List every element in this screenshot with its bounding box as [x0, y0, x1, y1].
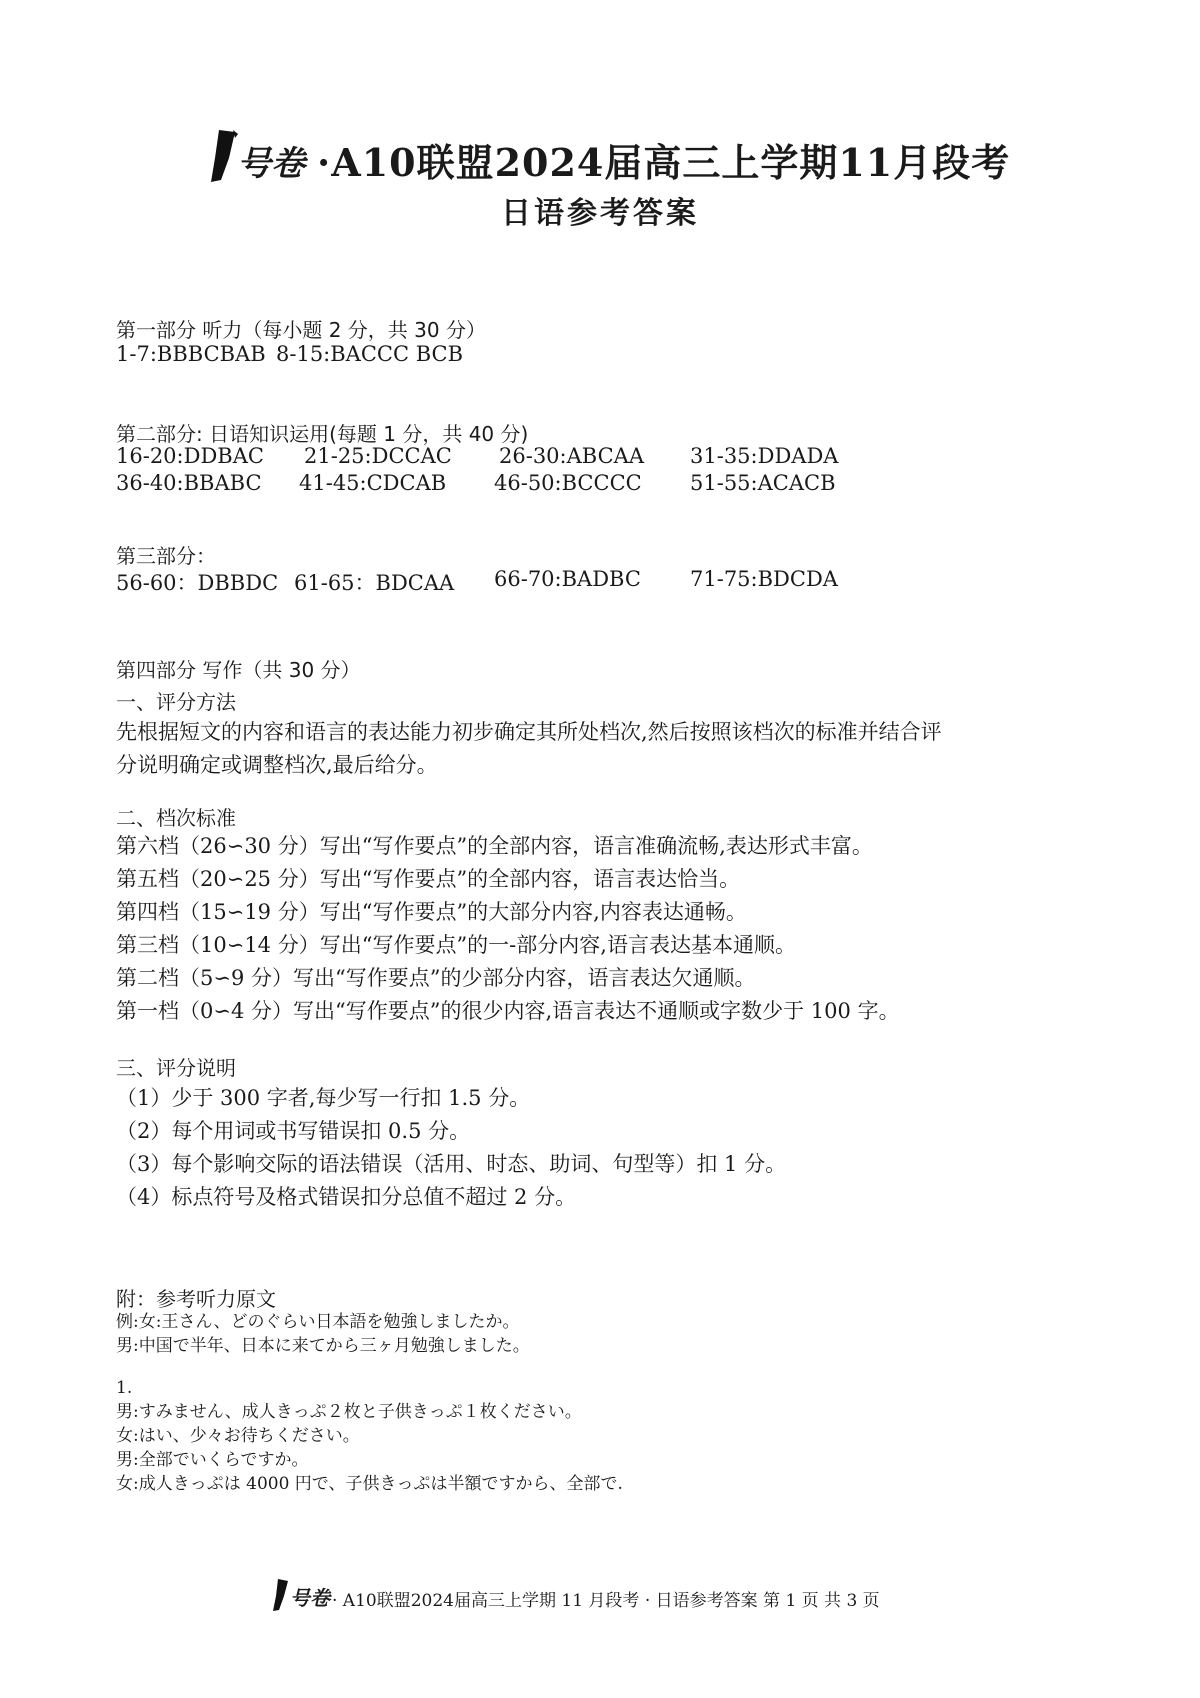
method-heading: 一、评分方法 [116, 690, 236, 714]
part2-answers-row1 [116, 444, 1016, 472]
method-text [116, 716, 942, 782]
answer-group: 26-30:ABCAA [499, 444, 645, 468]
dialogue-line: 女:はい、少々お待ちください。 [116, 1426, 360, 1446]
part1-heading: 第一部分 听力（每小题 2 分，共 30 分） [116, 318, 486, 342]
grade-item: 第五档（20∽25 分）写出“写作要点”的全部内容，语言表达恰当。 [116, 867, 741, 891]
part3-heading: 第三部分： [116, 544, 216, 568]
notes-list [116, 1082, 786, 1214]
page-subtitle: 日语参考答案 [501, 196, 699, 231]
answer-group: 41-45:CDCAB [299, 471, 447, 495]
method-line: 分说明确定或调整档次,最后给分。 [116, 753, 438, 777]
grade-item: 第六档（26∽30 分）写出“写作要点”的全部内容，语言准确流畅,表达形式丰富。 [116, 834, 873, 858]
page-footer [270, 1578, 970, 1618]
dialogue-line: 男:すみません、成人きっぷ２枚と子供きっぷ１枚ください。 [116, 1402, 582, 1422]
method-line: 先根据短文的内容和语言的表达能力初步确定其所处档次,然后按照该档次的标准并结合评 [116, 720, 942, 744]
answer-group: 8-15:BACCC BCB [276, 342, 464, 366]
dialogue-line: 女:成人きっぷは 4000 円で、子供きっぷは半額ですから、全部で. [116, 1474, 623, 1494]
answer-group: 21-25:DCCAC [304, 444, 452, 468]
notes-heading: 三、评分说明 [116, 1056, 236, 1080]
answer-group: 46-50:BCCCC [494, 471, 642, 495]
grade-item: 第二档（5∽9 分）写出“写作要点”的少部分内容，语言表达欠通顺。 [116, 966, 756, 990]
footer-text: · A10联盟2024届高三上学期 11 月段考 · 日语参考答案 第 1 页 共 3 页 [332, 1591, 880, 1611]
answer-group: 71-75:BDCDA [690, 567, 838, 591]
part2-answers-row2 [116, 471, 1016, 499]
grade-item: 第三档（10∽14 分）写出“写作要点”的一-部分内容,语言表达基本通顺。 [116, 933, 796, 957]
answer-group: 1-7:BBBCBAB [116, 342, 266, 366]
grade-item: 第一档（0∽4 分）写出“写作要点”的很少内容,语言表达不通顺或字数少于 100 字。 [116, 999, 900, 1023]
answer-group: 51-55:ACACB [690, 471, 836, 495]
brush-logo-icon [205, 128, 239, 188]
answer-group: 16-20:DDBAC [116, 444, 264, 468]
part1-answers [116, 342, 1016, 370]
answer-group: 36-40:BBABC [116, 471, 262, 495]
document-title [205, 128, 1011, 188]
part3-answers [116, 567, 1016, 595]
note-item: （2）每个用词或书写错误扣 0.5 分。 [116, 1119, 471, 1143]
appendix-example [116, 1310, 530, 1358]
answer-group: 31-35:DDADA [690, 444, 839, 468]
answer-group: 66-70:BADBC [494, 567, 641, 591]
answer-group: 61-65：BDCAA [294, 571, 455, 595]
logo-text: 号卷 [237, 144, 305, 184]
grade-item: 第四档（15∽19 分）写出“写作要点”的大部分内容,内容表达通畅。 [116, 900, 747, 924]
footer-logo-text: 号卷 [290, 1586, 330, 1610]
brush-logo-icon [270, 1578, 290, 1616]
q1-number: 1. [116, 1378, 133, 1398]
part4-heading: 第四部分 写作（共 30 分） [116, 658, 361, 682]
page-title: ·A10联盟2024届高三上学期11月段考 [317, 140, 1011, 185]
grade-heading: 二、档次标准 [116, 806, 236, 830]
q1-dialogue [116, 1400, 623, 1496]
part2-heading: 第二部分: 日语知识运用(每题 1 分，共 40 分) [116, 422, 529, 446]
note-item: （1）少于 300 字者,每少写一行扣 1.5 分。 [116, 1086, 531, 1110]
dialogue-line: 例:女:王さん、どのぐらい日本語を勉強しましたか。 [116, 1312, 520, 1332]
dialogue-line: 男:全部でいくらですか。 [116, 1450, 309, 1470]
dialogue-line: 男:中国で半年、日本に来てから三ヶ月勉強しました。 [116, 1336, 530, 1356]
answer-group: 56-60：DBBDC [116, 571, 279, 595]
grade-list [116, 830, 900, 1028]
appendix-heading: 附：参考听力原文 [116, 1287, 276, 1311]
note-item: （3）每个影响交际的语法错误（活用、时态、助词、句型等）扣 1 分。 [116, 1152, 787, 1176]
note-item: （4）标点符号及格式错误扣分总值不超过 2 分。 [116, 1185, 577, 1209]
